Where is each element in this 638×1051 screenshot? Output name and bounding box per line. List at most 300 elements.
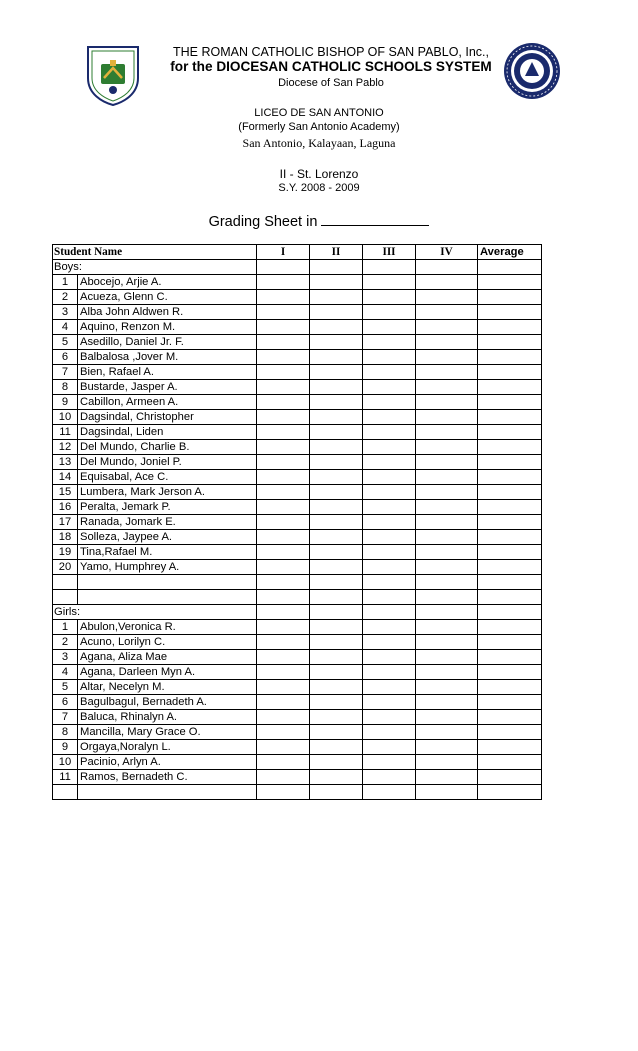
student-name: Tina,Rafael M. [78, 545, 257, 560]
grade-cell [310, 755, 363, 770]
average-cell [478, 665, 542, 680]
student-name: Cabillon, Armeen A. [78, 395, 257, 410]
student-name: Solleza, Jaypee A. [78, 530, 257, 545]
grade-cell [363, 425, 416, 440]
row-number: 1 [53, 620, 78, 635]
grade-cell [257, 380, 310, 395]
student-name: Lumbera, Mark Jerson A. [78, 485, 257, 500]
average-cell [478, 335, 542, 350]
table-row [53, 710, 542, 725]
grade-cell [257, 575, 310, 590]
grade-cell [257, 680, 310, 695]
table-row [53, 365, 542, 380]
row-number: 6 [53, 695, 78, 710]
grade-cell [416, 515, 478, 530]
average-cell [478, 500, 542, 515]
row-number: 14 [53, 470, 78, 485]
row-number: 11 [53, 425, 78, 440]
row-number [53, 785, 78, 800]
grade-cell [416, 740, 478, 755]
row-number: 11 [53, 770, 78, 785]
grade-cell [257, 515, 310, 530]
grade-cell [416, 755, 478, 770]
grade-cell [257, 395, 310, 410]
average-cell [478, 485, 542, 500]
row-number: 19 [53, 545, 78, 560]
grade-cell [257, 455, 310, 470]
average-cell [478, 740, 542, 755]
grade-cell [363, 275, 416, 290]
girls-section [53, 605, 542, 620]
grade-cell [363, 440, 416, 455]
student-name: Equisabal, Ace C. [78, 470, 257, 485]
sheet-title [0, 211, 638, 230]
grade-cell [416, 650, 478, 665]
grade-cell [416, 305, 478, 320]
grade-cell [416, 770, 478, 785]
school-former-name: (Formerly San Antonio Academy) [238, 121, 400, 133]
grade-cell [416, 575, 478, 590]
grade-cell [310, 575, 363, 590]
grade-cell [416, 785, 478, 800]
average-cell [478, 650, 542, 665]
average-cell [478, 575, 542, 590]
row-number: 2 [53, 290, 78, 305]
grade-cell [363, 320, 416, 335]
col-quarter-4: IV [416, 245, 478, 260]
grade-cell [310, 260, 363, 275]
average-cell [478, 680, 542, 695]
grade-cell [310, 275, 363, 290]
student-name: Bien, Rafael A. [78, 365, 257, 380]
row-number: 15 [53, 485, 78, 500]
table-row [53, 380, 542, 395]
girls-section-label: Girls: [53, 605, 257, 620]
student-name [78, 590, 257, 605]
grade-cell [363, 365, 416, 380]
student-name: Altar, Necelyn M. [78, 680, 257, 695]
row-number: 4 [53, 320, 78, 335]
grade-cell [257, 275, 310, 290]
table-row [53, 395, 542, 410]
grade-cell [310, 380, 363, 395]
org-name-line2: for the DIOCESAN CATHOLIC SCHOOLS SYSTEM [170, 59, 492, 74]
row-number: 20 [53, 560, 78, 575]
student-name: Ranada, Jomark E. [78, 515, 257, 530]
row-number: 18 [53, 530, 78, 545]
grade-cell [310, 515, 363, 530]
grade-cell [257, 365, 310, 380]
grade-cell [257, 500, 310, 515]
grade-cell [363, 350, 416, 365]
grade-cell [363, 290, 416, 305]
student-name: Acuno, Lorilyn C. [78, 635, 257, 650]
grade-cell [310, 410, 363, 425]
grade-cell [416, 530, 478, 545]
table-row [53, 545, 542, 560]
average-cell [478, 350, 542, 365]
grade-cell [363, 560, 416, 575]
table-header-row [53, 245, 542, 260]
row-number: 9 [53, 740, 78, 755]
grade-cell [363, 650, 416, 665]
grade-cell [416, 425, 478, 440]
average-cell [478, 395, 542, 410]
student-name: Balbalosa ,Jover M. [78, 350, 257, 365]
diocese-name: Diocese of San Pablo [278, 77, 384, 89]
student-name: Dagsindal, Liden [78, 425, 257, 440]
average-cell [478, 590, 542, 605]
student-name: Bustarde, Jasper A. [78, 380, 257, 395]
grade-cell [363, 785, 416, 800]
student-name: Aquino, Renzon M. [78, 320, 257, 335]
school-name: LICEO DE SAN ANTONIO [254, 107, 384, 119]
student-name: Del Mundo, Charlie B. [78, 440, 257, 455]
grade-cell [416, 470, 478, 485]
row-number: 2 [53, 635, 78, 650]
grade-cell [363, 305, 416, 320]
grade-cell [310, 605, 363, 620]
grade-cell [363, 680, 416, 695]
row-number: 1 [53, 275, 78, 290]
table-row [53, 755, 542, 770]
grade-cell [363, 710, 416, 725]
average-cell [478, 620, 542, 635]
table-row [53, 500, 542, 515]
table-row [53, 635, 542, 650]
average-cell [478, 785, 542, 800]
student-name: Del Mundo, Joniel P. [78, 455, 257, 470]
average-cell [478, 440, 542, 455]
average-cell [478, 695, 542, 710]
grade-cell [416, 680, 478, 695]
row-number: 17 [53, 515, 78, 530]
table-row [53, 440, 542, 455]
student-name: Mancilla, Mary Grace O. [78, 725, 257, 740]
grade-cell [363, 455, 416, 470]
average-cell [478, 425, 542, 440]
average-cell [478, 770, 542, 785]
row-number: 10 [53, 410, 78, 425]
col-quarter-2: II [310, 245, 363, 260]
grade-cell [416, 545, 478, 560]
grade-cell [257, 695, 310, 710]
table-row [53, 290, 542, 305]
grade-cell [310, 710, 363, 725]
grade-cell [363, 380, 416, 395]
average-cell [478, 275, 542, 290]
row-number: 8 [53, 725, 78, 740]
student-name: Acueza, Glenn C. [78, 290, 257, 305]
student-name: Yamo, Humphrey A. [78, 560, 257, 575]
table-row [53, 620, 542, 635]
grade-cell [257, 620, 310, 635]
student-name: Ramos, Bernadeth C. [78, 770, 257, 785]
grade-cell [310, 560, 363, 575]
grade-cell [416, 365, 478, 380]
grade-cell [257, 560, 310, 575]
grade-cell [363, 695, 416, 710]
table-row [53, 650, 542, 665]
school-address: San Antonio, Kalayaan, Laguna [242, 136, 396, 150]
table-row [53, 275, 542, 290]
average-cell [478, 290, 542, 305]
grade-cell [310, 665, 363, 680]
table-row [53, 680, 542, 695]
table-row [53, 470, 542, 485]
col-quarter-3: III [363, 245, 416, 260]
student-name: Baluca, Rhinalyn A. [78, 710, 257, 725]
grade-cell [257, 770, 310, 785]
grade-cell [310, 365, 363, 380]
subject-blank-line [321, 211, 429, 226]
row-number: 16 [53, 500, 78, 515]
grade-cell [416, 620, 478, 635]
average-cell [478, 380, 542, 395]
grade-cell [310, 680, 363, 695]
row-number: 6 [53, 350, 78, 365]
average-cell [478, 305, 542, 320]
row-number: 5 [53, 680, 78, 695]
grade-cell [416, 500, 478, 515]
grade-cell [416, 275, 478, 290]
table-row [53, 350, 542, 365]
table-row [53, 425, 542, 440]
grade-cell [257, 665, 310, 680]
table-row [53, 320, 542, 335]
grade-cell [310, 335, 363, 350]
student-name: Agana, Darleen Myn A. [78, 665, 257, 680]
average-cell [478, 365, 542, 380]
grade-cell [310, 485, 363, 500]
grade-cell [310, 635, 363, 650]
grade-cell [363, 725, 416, 740]
grade-cell [257, 725, 310, 740]
grade-cell [257, 635, 310, 650]
table-row [53, 455, 542, 470]
grade-cell [363, 545, 416, 560]
grade-cell [363, 485, 416, 500]
average-cell [478, 260, 542, 275]
average-cell [478, 725, 542, 740]
grade-cell [257, 410, 310, 425]
grade-cell [363, 755, 416, 770]
row-number: 8 [53, 380, 78, 395]
grade-cell [310, 620, 363, 635]
grade-cell [416, 335, 478, 350]
grade-cell [310, 425, 363, 440]
grading-table [52, 244, 542, 800]
student-name: Agana, Aliza Mae [78, 650, 257, 665]
student-name: Asedillo, Daniel Jr. F. [78, 335, 257, 350]
grade-cell [310, 770, 363, 785]
grade-cell [363, 740, 416, 755]
average-cell [478, 635, 542, 650]
grade-cell [257, 650, 310, 665]
student-name: Alba John Aldwen R. [78, 305, 257, 320]
grade-cell [310, 350, 363, 365]
student-name: Pacinio, Arlyn A. [78, 755, 257, 770]
grade-cell [310, 740, 363, 755]
grade-cell [363, 410, 416, 425]
grade-cell [257, 290, 310, 305]
grade-cell [363, 530, 416, 545]
row-number: 5 [53, 335, 78, 350]
grade-cell [416, 590, 478, 605]
grade-cell [363, 605, 416, 620]
grade-cell [257, 785, 310, 800]
row-number: 7 [53, 710, 78, 725]
student-name: Bagulbagul, Bernadeth A. [78, 695, 257, 710]
row-number [53, 575, 78, 590]
grade-cell [257, 320, 310, 335]
table-row [53, 530, 542, 545]
table-row [53, 770, 542, 785]
row-number: 10 [53, 755, 78, 770]
row-number: 3 [53, 650, 78, 665]
average-cell [478, 320, 542, 335]
table-row [53, 515, 542, 530]
grade-cell [416, 485, 478, 500]
average-cell [478, 755, 542, 770]
boys-section [53, 260, 542, 275]
grade-cell [310, 545, 363, 560]
average-cell [478, 515, 542, 530]
grade-cell [363, 470, 416, 485]
grade-cell [416, 395, 478, 410]
grade-cell [257, 605, 310, 620]
table-row [53, 665, 542, 680]
table-row [53, 695, 542, 710]
grade-cell [310, 530, 363, 545]
grade-cell [416, 695, 478, 710]
grade-cell [310, 395, 363, 410]
row-number: 13 [53, 455, 78, 470]
table-row [53, 485, 542, 500]
grade-cell [257, 740, 310, 755]
grade-cell [363, 575, 416, 590]
grade-cell [310, 305, 363, 320]
grade-cell [416, 440, 478, 455]
school-year: S.Y. 2008 - 2009 [278, 182, 360, 194]
average-cell [478, 605, 542, 620]
grade-cell [310, 785, 363, 800]
boys-section-label: Boys: [53, 260, 257, 275]
grade-cell [310, 455, 363, 470]
grade-cell [416, 410, 478, 425]
grade-cell [310, 725, 363, 740]
table-row [53, 335, 542, 350]
table-row [53, 725, 542, 740]
empty-row [53, 785, 542, 800]
grade-cell [257, 470, 310, 485]
grade-cell [363, 335, 416, 350]
grade-cell [310, 695, 363, 710]
row-number: 4 [53, 665, 78, 680]
student-name [78, 785, 257, 800]
row-number: 9 [53, 395, 78, 410]
average-cell [478, 560, 542, 575]
grade-cell [310, 290, 363, 305]
student-name: Dagsindal, Christopher [78, 410, 257, 425]
grade-cell [257, 260, 310, 275]
grade-cell [310, 500, 363, 515]
grade-cell [363, 590, 416, 605]
average-cell [478, 410, 542, 425]
average-cell [478, 530, 542, 545]
average-cell [478, 470, 542, 485]
grade-cell [416, 635, 478, 650]
grade-cell [310, 470, 363, 485]
grade-cell [257, 710, 310, 725]
average-cell [478, 455, 542, 470]
col-quarter-1: I [257, 245, 310, 260]
org-name-line1: THE ROMAN CATHOLIC BISHOP OF SAN PABLO, Inc., [172, 45, 490, 59]
grade-cell [363, 395, 416, 410]
grade-cell [257, 440, 310, 455]
grade-cell [416, 560, 478, 575]
empty-row [53, 590, 542, 605]
row-number: 12 [53, 440, 78, 455]
student-name: Abocejo, Arjie A. [78, 275, 257, 290]
grade-cell [310, 590, 363, 605]
row-number: 3 [53, 305, 78, 320]
table-row [53, 740, 542, 755]
student-name: Orgaya,Noralyn L. [78, 740, 257, 755]
grade-cell [416, 725, 478, 740]
grade-cell [416, 380, 478, 395]
grade-cell [257, 335, 310, 350]
grade-cell [257, 425, 310, 440]
empty-row [53, 575, 542, 590]
student-name [78, 575, 257, 590]
grade-cell [416, 290, 478, 305]
grade-cell [257, 485, 310, 500]
grade-cell [310, 440, 363, 455]
grade-cell [363, 665, 416, 680]
grade-cell [363, 770, 416, 785]
grade-cell [416, 350, 478, 365]
grade-cell [363, 500, 416, 515]
grade-cell [363, 620, 416, 635]
grade-cell [416, 605, 478, 620]
student-name: Peralta, Jemark P. [78, 500, 257, 515]
grade-cell [257, 305, 310, 320]
table-row [53, 305, 542, 320]
table-row [53, 410, 542, 425]
grade-cell [310, 320, 363, 335]
average-cell [478, 545, 542, 560]
grade-cell [363, 260, 416, 275]
grade-cell [416, 260, 478, 275]
grade-cell [363, 635, 416, 650]
grade-cell [416, 320, 478, 335]
student-name: Abulon,Veronica R. [78, 620, 257, 635]
grade-cell [363, 515, 416, 530]
grade-cell [257, 530, 310, 545]
sheet-title-text: Grading Sheet in [208, 214, 318, 230]
col-average: Average [478, 245, 542, 260]
col-student-name: Student Name [53, 245, 257, 260]
grade-cell [416, 455, 478, 470]
grade-cell [416, 665, 478, 680]
grade-cell [257, 350, 310, 365]
average-cell [478, 710, 542, 725]
row-number: 7 [53, 365, 78, 380]
grade-cell [257, 590, 310, 605]
class-section: II - St. Lorenzo [279, 167, 359, 181]
grade-cell [257, 545, 310, 560]
